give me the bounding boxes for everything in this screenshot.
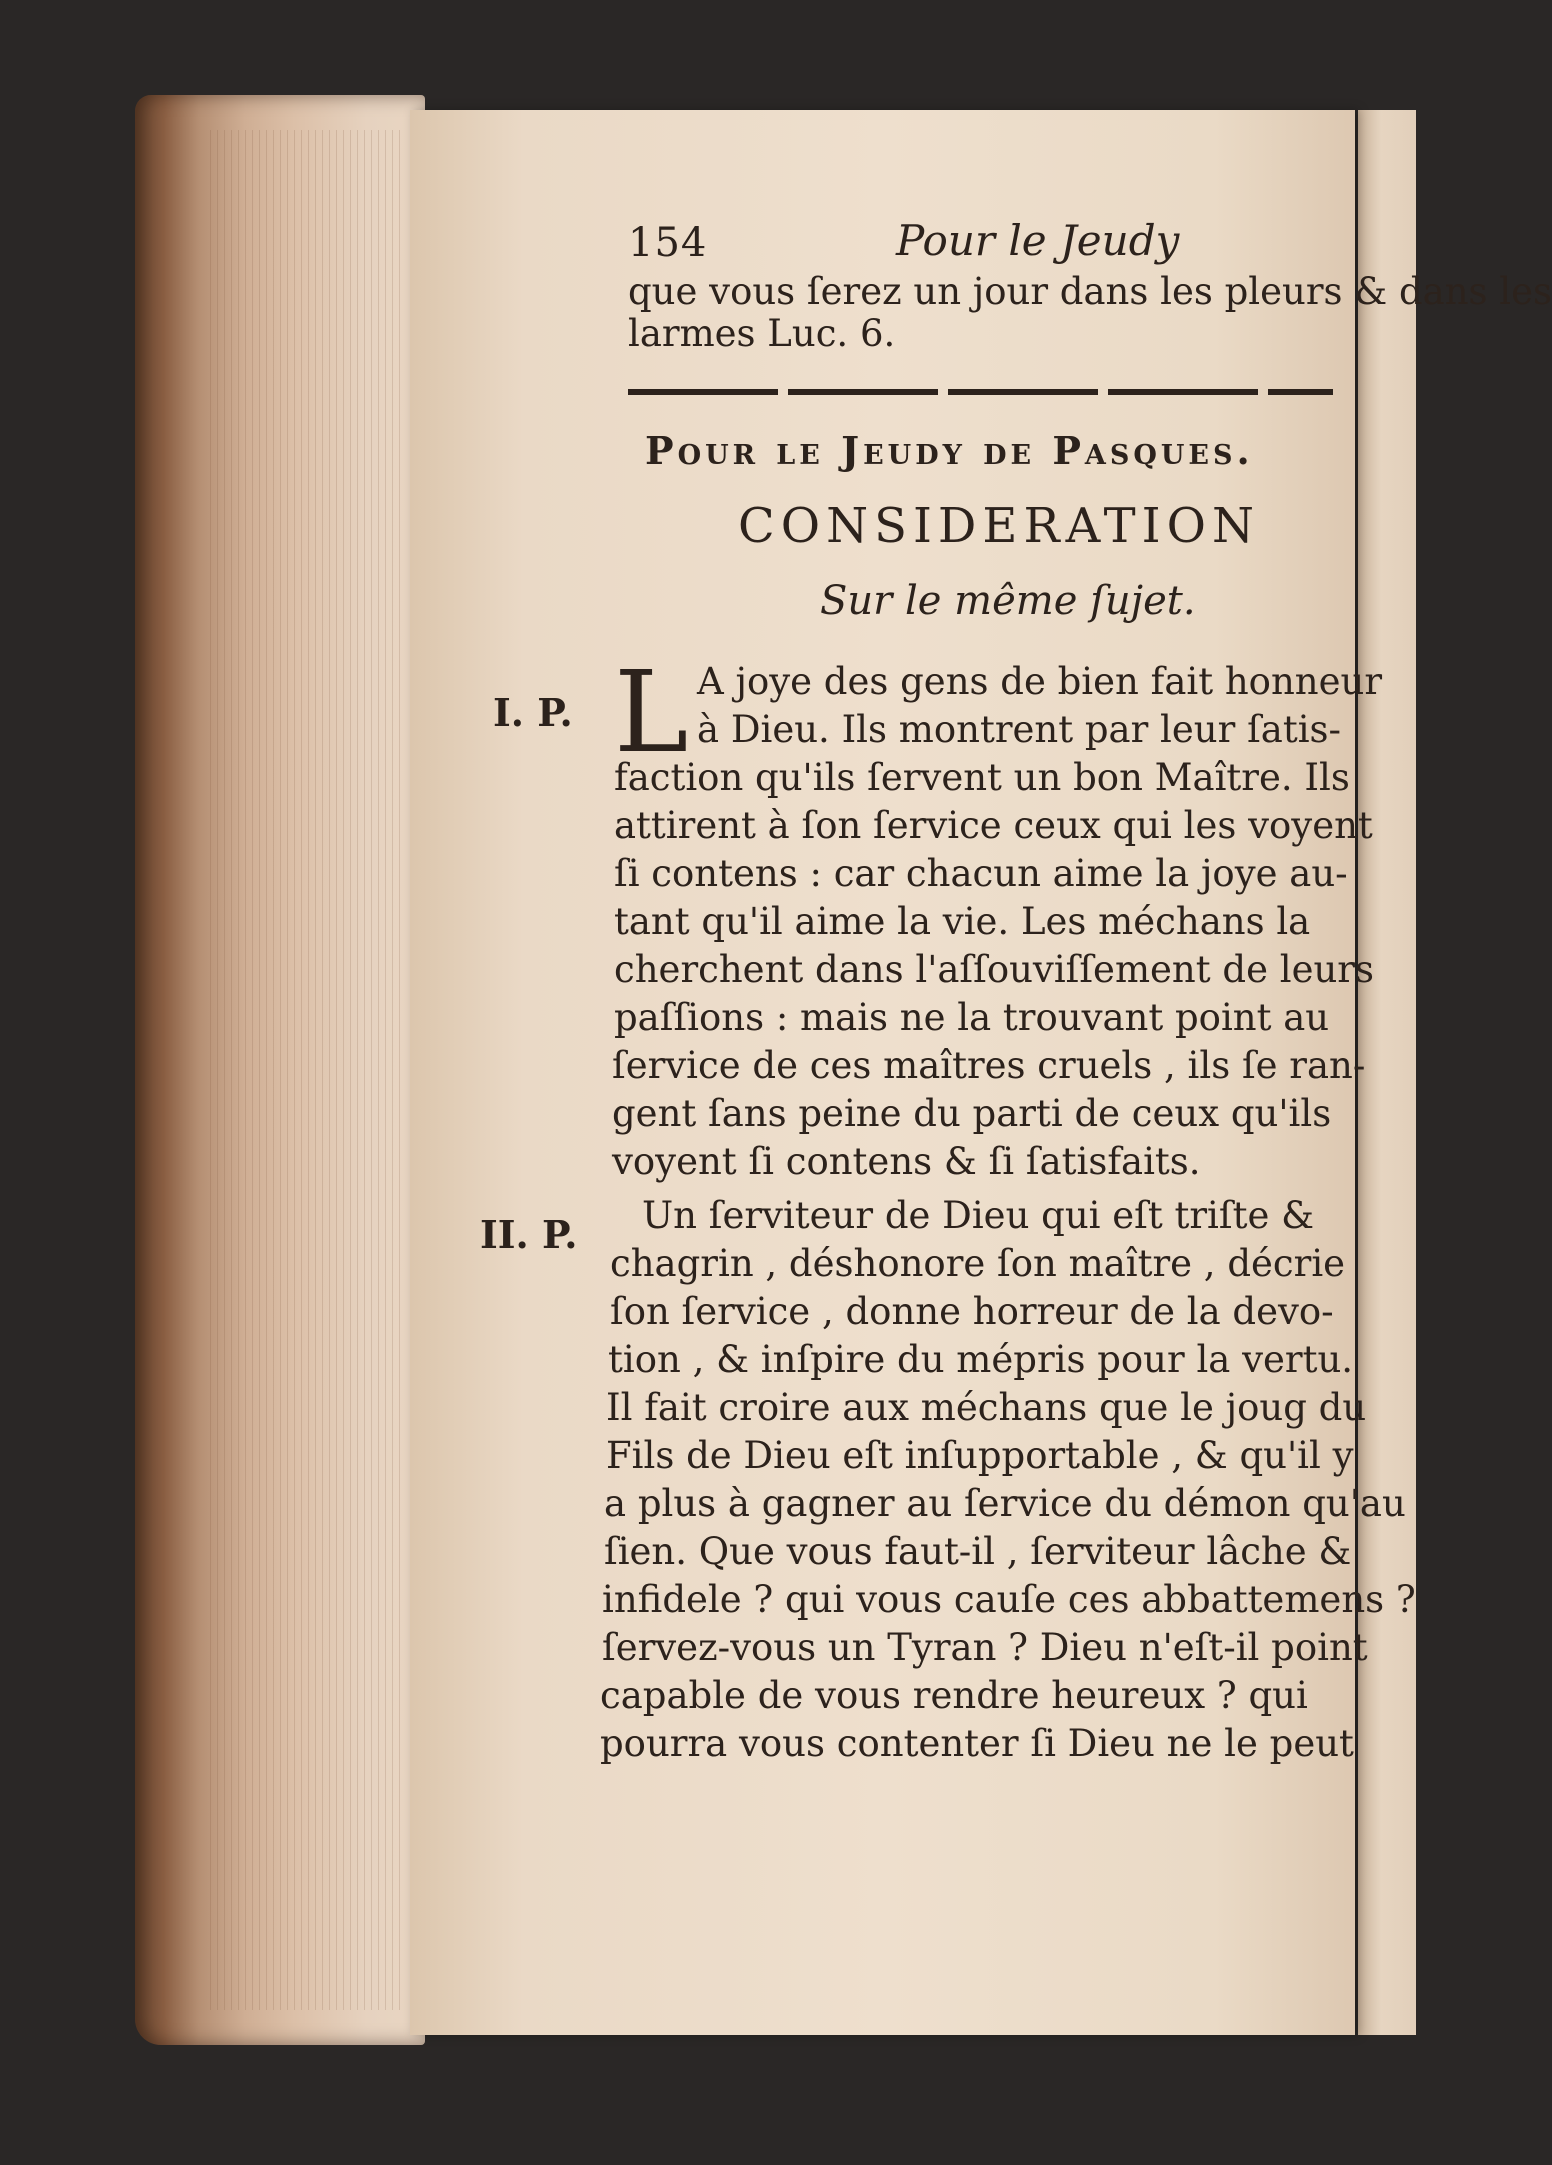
paragraph-line: gent ſans peine du parti de ceux qu'ils — [612, 1092, 1332, 1135]
paragraph-line: pourra vous contenter ſi Dieu ne le peut — [600, 1722, 1354, 1765]
section-heading: Pour le Jeudy de Pasques. — [645, 428, 1254, 473]
section-subtitle: Sur le même ſujet. — [820, 578, 1196, 624]
paragraph-line: tion , & inſpire du mépris pour la vertu. — [608, 1338, 1354, 1381]
paragraph-line: tant qu'il aime la vie. Les méchans la — [614, 900, 1311, 943]
paragraph-line: cherchent dans l'aſſouviſſement de leurs — [614, 948, 1374, 991]
paragraph-line: infidele ? qui vous cauſe ces abbattemens ? — [602, 1578, 1416, 1621]
paragraph-line: ſon ſervice , donne horreur de la devo- — [610, 1290, 1334, 1333]
section-title: CONSIDERATION — [738, 498, 1260, 554]
margin-marker-1: I. P. — [493, 690, 573, 735]
paragraph-line: A joye des gens de bien fait honneur — [697, 660, 1383, 703]
carryover-line: que vous ſerez un jour dans les pleurs & dans les — [628, 270, 1552, 313]
paragraph-line: capable de vous rendre heureux ? qui — [600, 1674, 1308, 1717]
paragraph-line: ſien. Que vous faut-il , ſerviteur lâche & — [604, 1530, 1352, 1573]
paragraph-line: paſſions : mais ne la trouvant point au — [614, 996, 1330, 1039]
drop-cap: L — [614, 648, 689, 778]
paragraph-line: à Dieu. Ils montrent par leur ſatis- — [697, 708, 1342, 751]
paragraph-line: ſervez-vous un Tyran ? Dieu n'eſt-il point — [602, 1626, 1368, 1669]
section-divider — [628, 389, 1333, 395]
paragraph-line: ſervice de ces maîtres cruels , ils ſe ran- — [612, 1044, 1366, 1087]
page-leaves — [210, 130, 405, 2010]
paragraph-line: chagrin , déshonore ſon maître , décrie — [610, 1242, 1346, 1285]
paragraph-line: Un ſerviteur de Dieu qui eſt triſte & — [642, 1194, 1315, 1237]
paragraph-line: Il fait croire aux méchans que le joug du — [606, 1386, 1367, 1429]
page-number: 154 — [628, 220, 708, 266]
carryover-line: larmes Luc. 6. — [628, 312, 896, 355]
running-head: Pour le Jeudy — [896, 216, 1180, 265]
paragraph-line: a plus à gagner au ſervice du démon qu'au — [604, 1482, 1406, 1525]
facing-page-edge — [1358, 110, 1416, 2035]
paragraph-line: voyent ſi contens & ſi ſatisfaits. — [612, 1140, 1201, 1183]
paragraph-line: ſi contens : car chacun aime la joye au- — [614, 852, 1348, 895]
paragraph-line: attirent à ſon ſervice ceux qui les voyent — [614, 804, 1373, 847]
paragraph-line: Fils de Dieu eſt inſupportable , & qu'il y — [606, 1434, 1354, 1477]
margin-marker-2: II. P. — [480, 1212, 578, 1257]
paragraph-line: faction qu'ils ſervent un bon Maître. Ils — [614, 756, 1350, 799]
